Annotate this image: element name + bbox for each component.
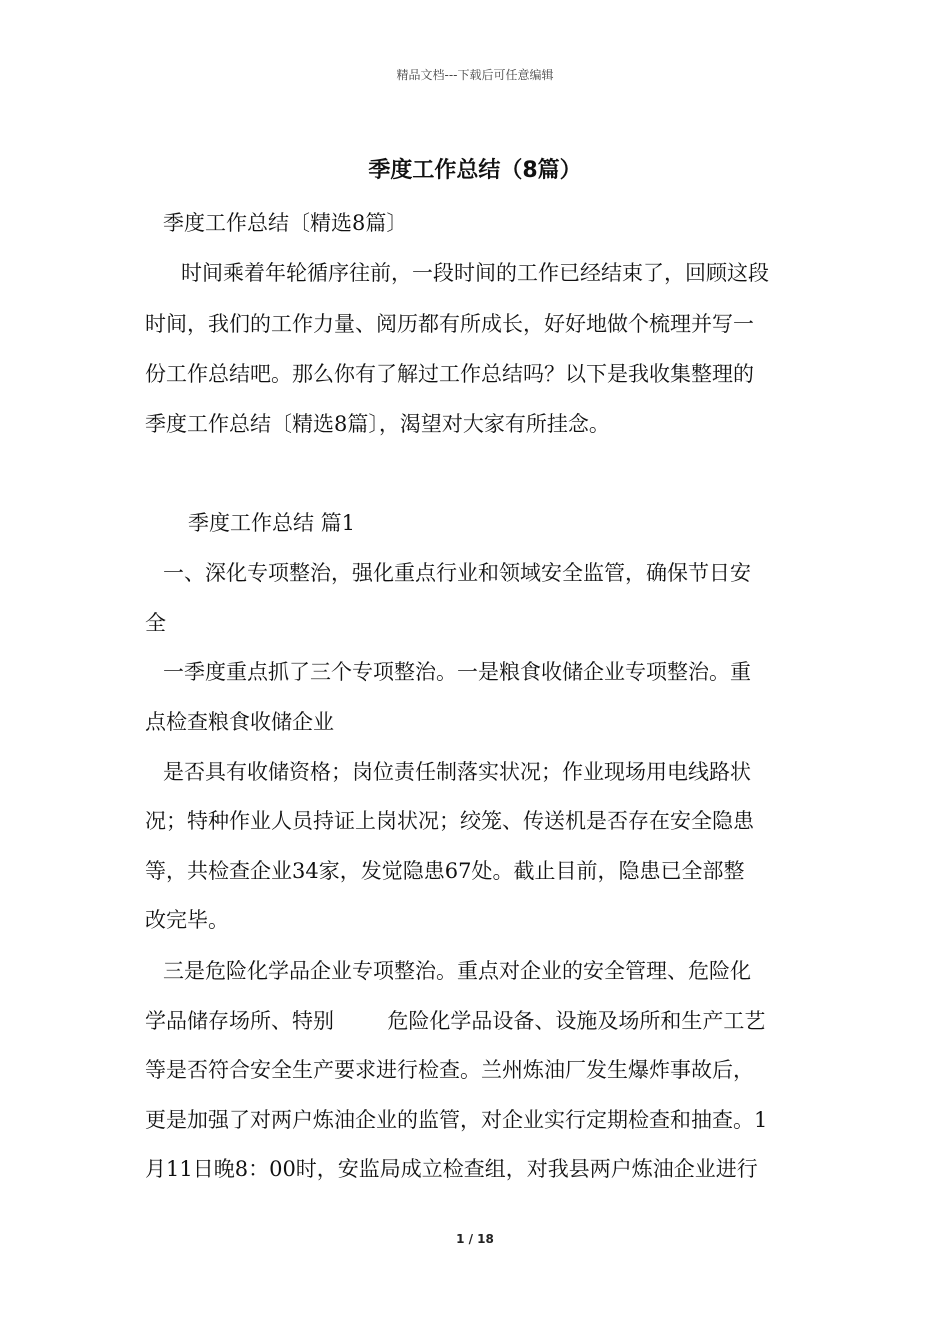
body-line: 一、深化专项整治，强化重点行业和领域安全监管，确保节日安 bbox=[163, 561, 751, 585]
body-line: 学品储存场所、特别 危险化学品设备、设施及场所和生产工艺 bbox=[145, 1009, 766, 1033]
intro-line: 时间乘着年轮循序往前，一段时间的工作已经结束了，回顾这段 bbox=[181, 261, 769, 285]
body-line: 三是危险化学品企业专项整治。重点对企业的安全管理、危险化 bbox=[163, 959, 751, 983]
intro-line: 季度工作总结〔精选8篇〕，渴望对大家有所挂念。 bbox=[145, 412, 610, 436]
document-header-note: 精品文档---下载后可任意编辑 bbox=[396, 68, 554, 82]
body-line: 一季度重点抓了三个专项整治。一是粮食收储企业专项整治。重 bbox=[163, 660, 751, 684]
body-line: 月11日晚8：00时，安监局成立检查组，对我县两户炼油企业进行 bbox=[145, 1157, 758, 1181]
body-line: 等是否符合安全生产要求进行检查。兰州炼油厂发生爆炸事故后， bbox=[145, 1058, 754, 1082]
body-line: 全 bbox=[145, 611, 166, 635]
intro-line: 份工作总结吧。那么你有了解过工作总结吗？以下是我收集整理的 bbox=[145, 362, 754, 386]
section-heading: 季度工作总结 篇1 bbox=[188, 511, 356, 535]
body-line: 更是加强了对两户炼油企业的监管，对企业实行定期检查和抽查。1 bbox=[145, 1108, 768, 1132]
body-line: 况；特种作业人员持证上岗状况；绞笼、传送机是否存在安全隐患 bbox=[145, 809, 754, 833]
body-line: 是否具有收储资格；岗位责任制落实状况；作业现场用电线路状 bbox=[163, 760, 751, 784]
body-line: 点检查粮食收储企业 bbox=[145, 710, 334, 734]
document-subtitle: 季度工作总结〔精选8篇〕 bbox=[163, 211, 408, 235]
body-line: 改完毕。 bbox=[145, 908, 229, 932]
intro-line: 时间，我们的工作力量、阅历都有所成长，好好地做个梳理并写一 bbox=[145, 312, 754, 336]
page-number: 1 / 18 bbox=[456, 1232, 494, 1246]
document-title: 季度工作总结（8篇） bbox=[368, 158, 582, 183]
body-line: 等，共检查企业34家，发觉隐患67处。截止目前，隐患已全部整 bbox=[145, 859, 745, 883]
